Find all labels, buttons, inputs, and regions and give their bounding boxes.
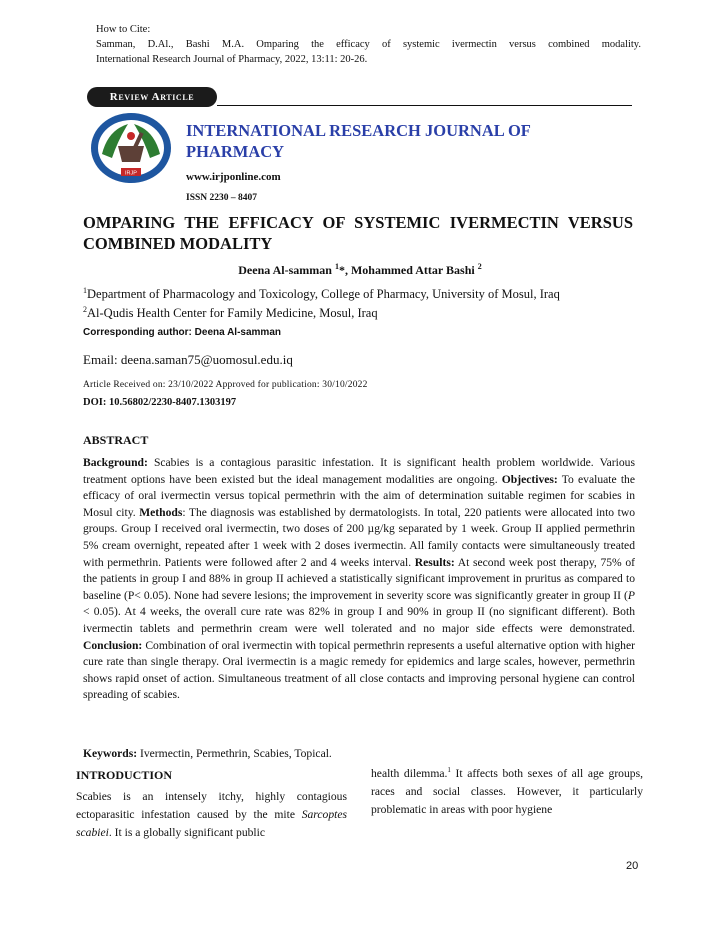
email-line[interactable]: Email: deena.saman75@uomosul.edu.iq (83, 352, 293, 367)
corresponding-author: Corresponding author: Deena Al-samman (83, 327, 281, 338)
abstract-body (83, 455, 635, 704)
methods-label: Methods (139, 505, 183, 519)
affiliation-2 (83, 305, 378, 321)
conclusion-text: Combination of oral ivermectin with topical permethrin represents a useful alternative option with higher cure rate than single therapy. Oral ivermectin is a magic remedy for epidemics and large scales, however, permethrin shows rapid onset of action. Simultaneous treatment of all close contacts and improving personal hygiene can control spreading of scabies. (83, 638, 635, 702)
keywords-text: Ivermectin, Permethrin, Scabies, Topical. (137, 747, 332, 760)
intro-right-text-b: It affects both sexes of all age groups, races and social classes. However, it particularly problematic in areas with poor hygiene (371, 766, 643, 817)
introduction-left-column (76, 788, 347, 843)
received-dates: Article Received on: 23/10/2022 Approved for publication: 30/10/2022 (83, 380, 368, 390)
results-p-symbol: P (627, 588, 635, 602)
keywords-line (83, 747, 332, 760)
article-type-badge: Review Article (87, 87, 217, 107)
keywords-label: Keywords: (83, 747, 138, 760)
doi-line[interactable]: DOI: 10.56802/2230-8407.1303197 (83, 397, 237, 408)
journal-logo (88, 110, 174, 186)
intro-species: Sarcoptes scabiei (76, 808, 347, 840)
corresponding-mark: *, (338, 263, 351, 277)
objectives-text: To evaluate the efficacy of oral ivermectin versus topical permethrin with the aim of determination suitable regimen for scabies in Mosul city. (83, 472, 635, 519)
intro-left-text-b: . It is a globally significant public (108, 826, 266, 840)
page-number: 20 (626, 860, 639, 872)
affiliation-2-sup: 2 (83, 305, 87, 314)
logo-capsule (127, 132, 135, 140)
intro-left-text-a: Scabies is an intensely itchy, highly contagious ectoparasitic infestation caused by the mite (76, 790, 347, 822)
journal-issn: ISSN 2230 – 8407 (186, 193, 257, 203)
author-1-affil: 1 (334, 262, 339, 271)
author-2-affil: 2 (477, 262, 482, 271)
logo-text: IRJP (125, 170, 137, 177)
introduction-right-column (371, 761, 643, 819)
citation-label: How to Cite: (96, 24, 151, 35)
affiliation-1-text: Department of Pharmacology and Toxicology, College of Pharmacy, University of Mosul, Iraq (87, 287, 560, 302)
paper-title: OMPARING THE EFFICACY OF SYSTEMIC IVERMECTIN VERSUS COMBINED MODALITY (83, 213, 633, 253)
introduction-heading: INTRODUCTION (76, 768, 173, 782)
results-text-a: At second week post therapy, 75% of the patients in group I and 88% in group II achieved a statistically significant improvement in pruritus as compared to baseline (P< 0.05). None had severe lesions; the improvement in severity score was significantly greater in group II ( (83, 555, 635, 602)
intro-right-text-a: health dilemma. (371, 766, 448, 780)
conclusion-label: Conclusion: (83, 638, 143, 652)
citation-journal-line: International Research Journal of Pharmacy, 2022, 13:11: 20-26. (96, 54, 368, 65)
results-text-b: < 0.05). At 4 weeks, the overall cure rate was 82% in group I and 90% in group II (no significant different). Both ivermectin tablets and permethrin cream were well tolerated and no major side effects were demonstrated. (83, 605, 635, 635)
affiliation-1 (83, 286, 560, 302)
abstract-heading: ABSTRACT (83, 433, 149, 447)
author-line (0, 262, 720, 278)
methods-text: : The diagnosis was established by dermatologists. In total, 220 patients were allocated into two groups. Group I received oral ivermectin, two doses of 200 µg/kg separated by 1 week. Group II applied permethrin 5% cream overnight, repeated after 1 week with 2 doses ivermectin. All family contacts were simultaneously treated with permethrin. Patients were followed after 2 and 4 weeks interval. (83, 505, 635, 569)
header-rule (217, 105, 632, 106)
citation-reference: Samman, D.Al., Bashi M.A. Omparing the efficacy of systemic ivermectin versus combined modality. (96, 39, 641, 50)
citation-block (96, 22, 641, 67)
journal-website[interactable]: www.irjponline.com (186, 171, 281, 183)
author-2: Mohammed Attar Bashi (350, 263, 475, 277)
logo-mortar (118, 146, 144, 162)
affiliation-2-text: Al-Qudis Health Center for Family Medicine, Mosul, Iraq (87, 306, 378, 321)
results-label: Results: (414, 555, 455, 569)
objectives-label: Objectives: (501, 472, 558, 486)
journal-name: INTERNATIONAL RESEARCH JOURNAL OF PHARMACY (186, 121, 531, 161)
affiliation-1-sup: 1 (83, 286, 87, 295)
background-text: Scabies is a contagious parasitic infestation. It is significant health problem worldwide. Various treatment options have been existed but the ideal management modalities are ongoing. (83, 456, 635, 486)
intro-ref-1[interactable]: 1 (447, 766, 451, 774)
background-label: Background: (83, 456, 148, 469)
author-1: Deena Al-samman (238, 263, 332, 277)
